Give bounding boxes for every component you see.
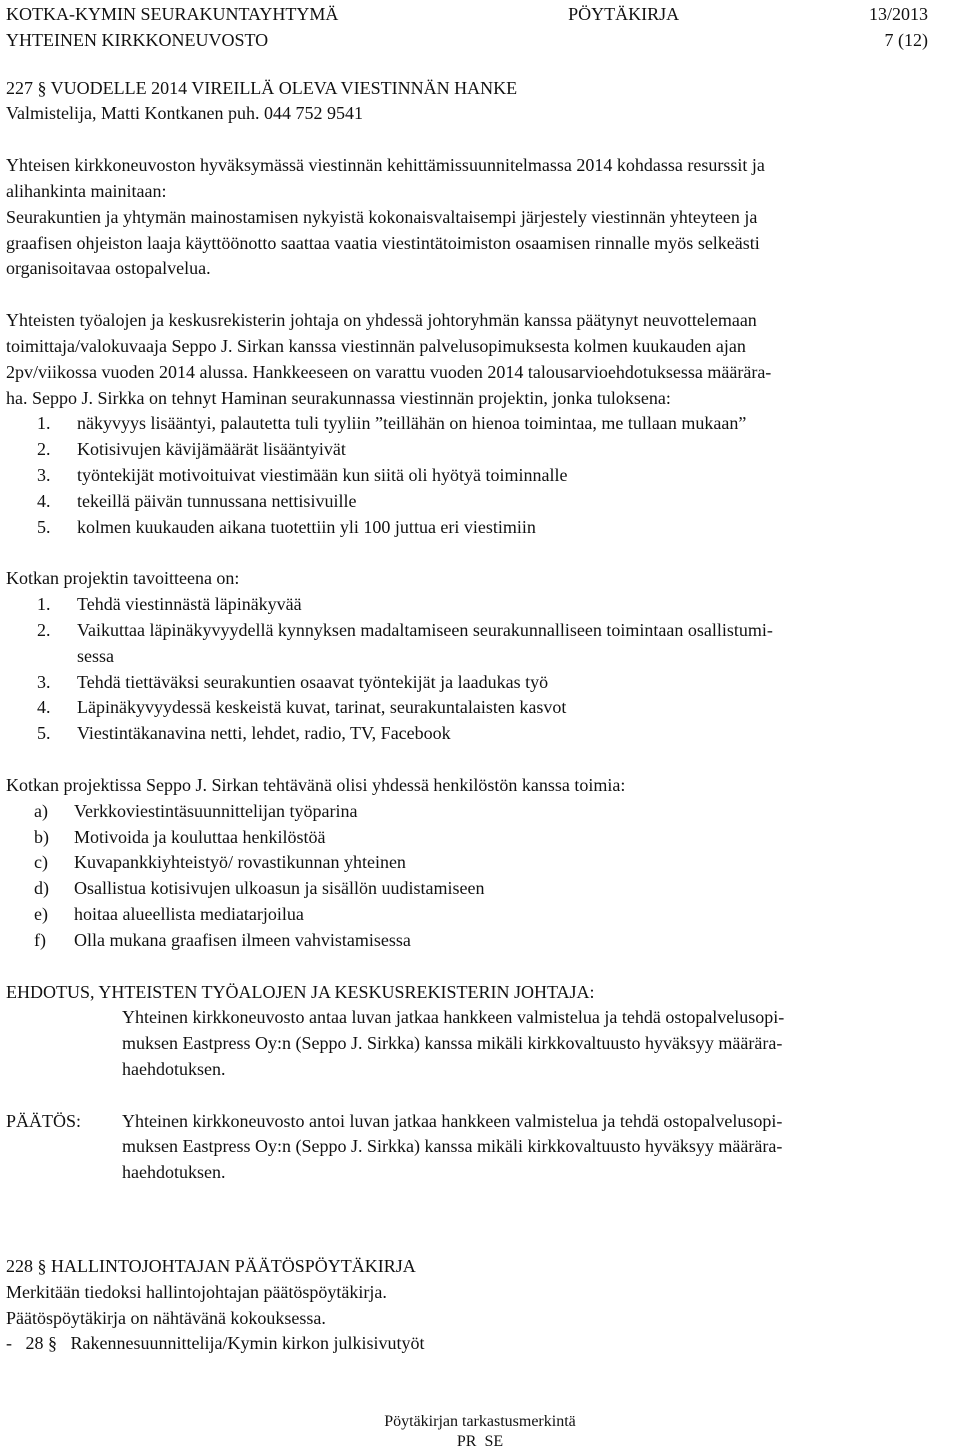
text-line: haehdotuksen. (122, 1162, 226, 1183)
section-228-item: - 28 § Rakennesuunnittelija/Kymin kirkon julkisivutyöt (6, 1333, 425, 1354)
list-item: 1. Tehdä viestinnästä läpinäkyvää (37, 594, 302, 615)
goals-title: Kotkan projektin tavoitteena on: (6, 568, 240, 589)
list-item: f) Olla mukana graafisen ilmeen vahvistamisessa (34, 929, 411, 950)
list-item: c) Kuvapankkiyhteistyö/ rovastikunnan yhteinen (34, 852, 406, 873)
results-list (6, 411, 956, 540)
preparer: Valmistelija, Matti Kontkanen puh. 044 752 9541 (6, 103, 363, 124)
proposal-title: EHDOTUS, YHTEISTEN TYÖALOJEN JA KESKUSREKISTERIN JOHTAJA: (6, 981, 595, 1002)
tasks-title: Kotkan projektissa Seppo J. Sirkan tehtävänä olisi yhdessä henkilöstön kanssa toimia: (6, 774, 626, 795)
tasks-list (6, 799, 956, 954)
section-228-title: 228 § HALLINTOJOHTAJAN PÄÄTÖSPÖYTÄKIRJA (6, 1256, 416, 1277)
text-line: organisoitavaa ostopalvelua. (6, 258, 211, 279)
list-item: 5. Viestintäkanavina netti, lehdet, radio, TV, Facebook (37, 723, 451, 744)
list-item: b) Motivoida ja kouluttaa henkilöstöä (34, 826, 326, 847)
text-line: graafisen ohjeiston laaja käyttöönotto saattaa vaatia viestintätoimiston osaamisen rinnalle myös selkeästi (6, 232, 760, 253)
footer-initials: PR SE (456, 1433, 504, 1450)
decision-text (122, 1109, 782, 1186)
section-228-line-1: Merkitään tiedoksi hallintojohtajan päätöspöytäkirja. (6, 1281, 387, 1302)
document-page (6, 2, 956, 1357)
doc-number: 13/2013 (868, 4, 928, 24)
goals-list (6, 592, 956, 747)
decision (6, 1109, 956, 1186)
text-line: muksen Eastpress Oy:n (Seppo J. Sirkka) kanssa mikäli kirkkovaltuusto hyväksyy määrära- (122, 1033, 783, 1054)
decision-label: PÄÄTÖS: (6, 1110, 82, 1131)
list-item: 5. kolmen kuukauden aikana tuotettiin yli 100 juttua eri viestimiin (37, 516, 536, 537)
list-item: d) Osallistua kotisivujen ulkoasun ja sisällön uudistamiseen (34, 878, 485, 899)
list-item: 3. Tehdä tiettäväksi seurakuntien osaavat työntekijät ja laadukas työ (37, 671, 549, 692)
text-line: Yhteinen kirkkoneuvosto antaa luvan jatkaa hankkeen valmistelua ja tehdä ostopalvelusopi- (122, 1007, 785, 1028)
list-item: sessa (77, 645, 114, 666)
list-item: 2. Vaikuttaa läpinäkyvyydellä kynnyksen madaltamiseen seurakunnalliseen toimintaan osallistumi- (37, 619, 773, 640)
paragraph-2 (6, 308, 956, 411)
text-line: toimittaja/valokuvaaja Seppo J. Sirkan kanssa viestinnän palvelusopimuksesta kolmen kuukauden ajan (6, 335, 746, 356)
paragraph-1 (6, 153, 956, 282)
list-item: 2. Kotisivujen kävijämäärät lisääntyivät (37, 439, 346, 460)
text-line: Yhteisen kirkkoneuvoston hyväksymässä viestinnän kehittämissuunnitelmassa 2014 kohdassa resurssit ja (6, 155, 765, 176)
text-line: haehdotuksen. (122, 1058, 226, 1079)
list-item: 1. näkyvyys lisääntyi, palautetta tuli tyyliin ”teillähän on hienoa toimintaa, me tullaan mukaan” (37, 413, 747, 434)
org-name: KOTKA-KYMIN SEURAKUNTAYHTYMÄ (6, 4, 339, 24)
text-line: 2pv/viikossa vuoden 2014 alussa. Hankkeeseen on varattu vuoden 2014 talousarvioehdotuksessa määrära- (6, 361, 772, 382)
body-name: YHTEINEN KIRKKONEUVOSTO (6, 29, 269, 50)
header-row-1 (6, 2, 956, 28)
text-line: alihankinta mainitaan: (6, 180, 167, 201)
section-228-line-2: Päätöspöytäkirja on nähtävänä kokouksessa. (6, 1307, 326, 1328)
header-row-2 (6, 28, 956, 54)
list-item: 3. työntekijät motivoituivat viestimään kun siitä oli hyötyä toiminnalle (37, 464, 568, 485)
list-item: 4. tekeillä päivän tunnussana nettisivuille (37, 490, 357, 511)
list-item: 4. Läpinäkyvyydessä keskeistä kuvat, tarinat, seurakuntalaisten kasvot (37, 697, 567, 718)
text-line: muksen Eastpress Oy:n (Seppo J. Sirkka) kanssa mikäli kirkkovaltuusto hyväksyy määrära- (122, 1136, 783, 1157)
list-item: e) hoitaa alueellista mediatarjoilua (34, 903, 304, 924)
text-line: Yhteinen kirkkoneuvosto antoi luvan jatkaa hankkeen valmistelua ja tehdä ostopalvelusopi- (122, 1110, 783, 1131)
doc-type: PÖYTÄKIRJA (568, 4, 680, 24)
page-number: 7 (12) (884, 29, 928, 50)
proposal-text (6, 1005, 956, 1082)
text-line: ha. Seppo J. Sirkka on tehnyt Haminan seurakunnassa viestinnän projektin, jonka tuloksena: (6, 387, 671, 408)
text-line: Seurakuntien ja yhtymän mainostamisen nykyistä kokonaisvaltaisempi järjestely viestinnän yhteyteen ja (6, 206, 758, 227)
section-227-title: 227 § VUODELLE 2014 VIREILLÄ OLEVA VIESTINNÄN HANKE (6, 77, 518, 98)
footer-label: Pöytäkirjan tarkastusmerkintä (384, 1413, 576, 1430)
footer (0, 1412, 960, 1452)
text-line: Yhteisten työalojen ja keskusrekisterin johtaja on yhdessä johtoryhmän kanssa päätynyt neuvottelemaan (6, 310, 757, 331)
list-item: a) Verkkoviestintäsuunnittelijan työparina (34, 800, 358, 821)
